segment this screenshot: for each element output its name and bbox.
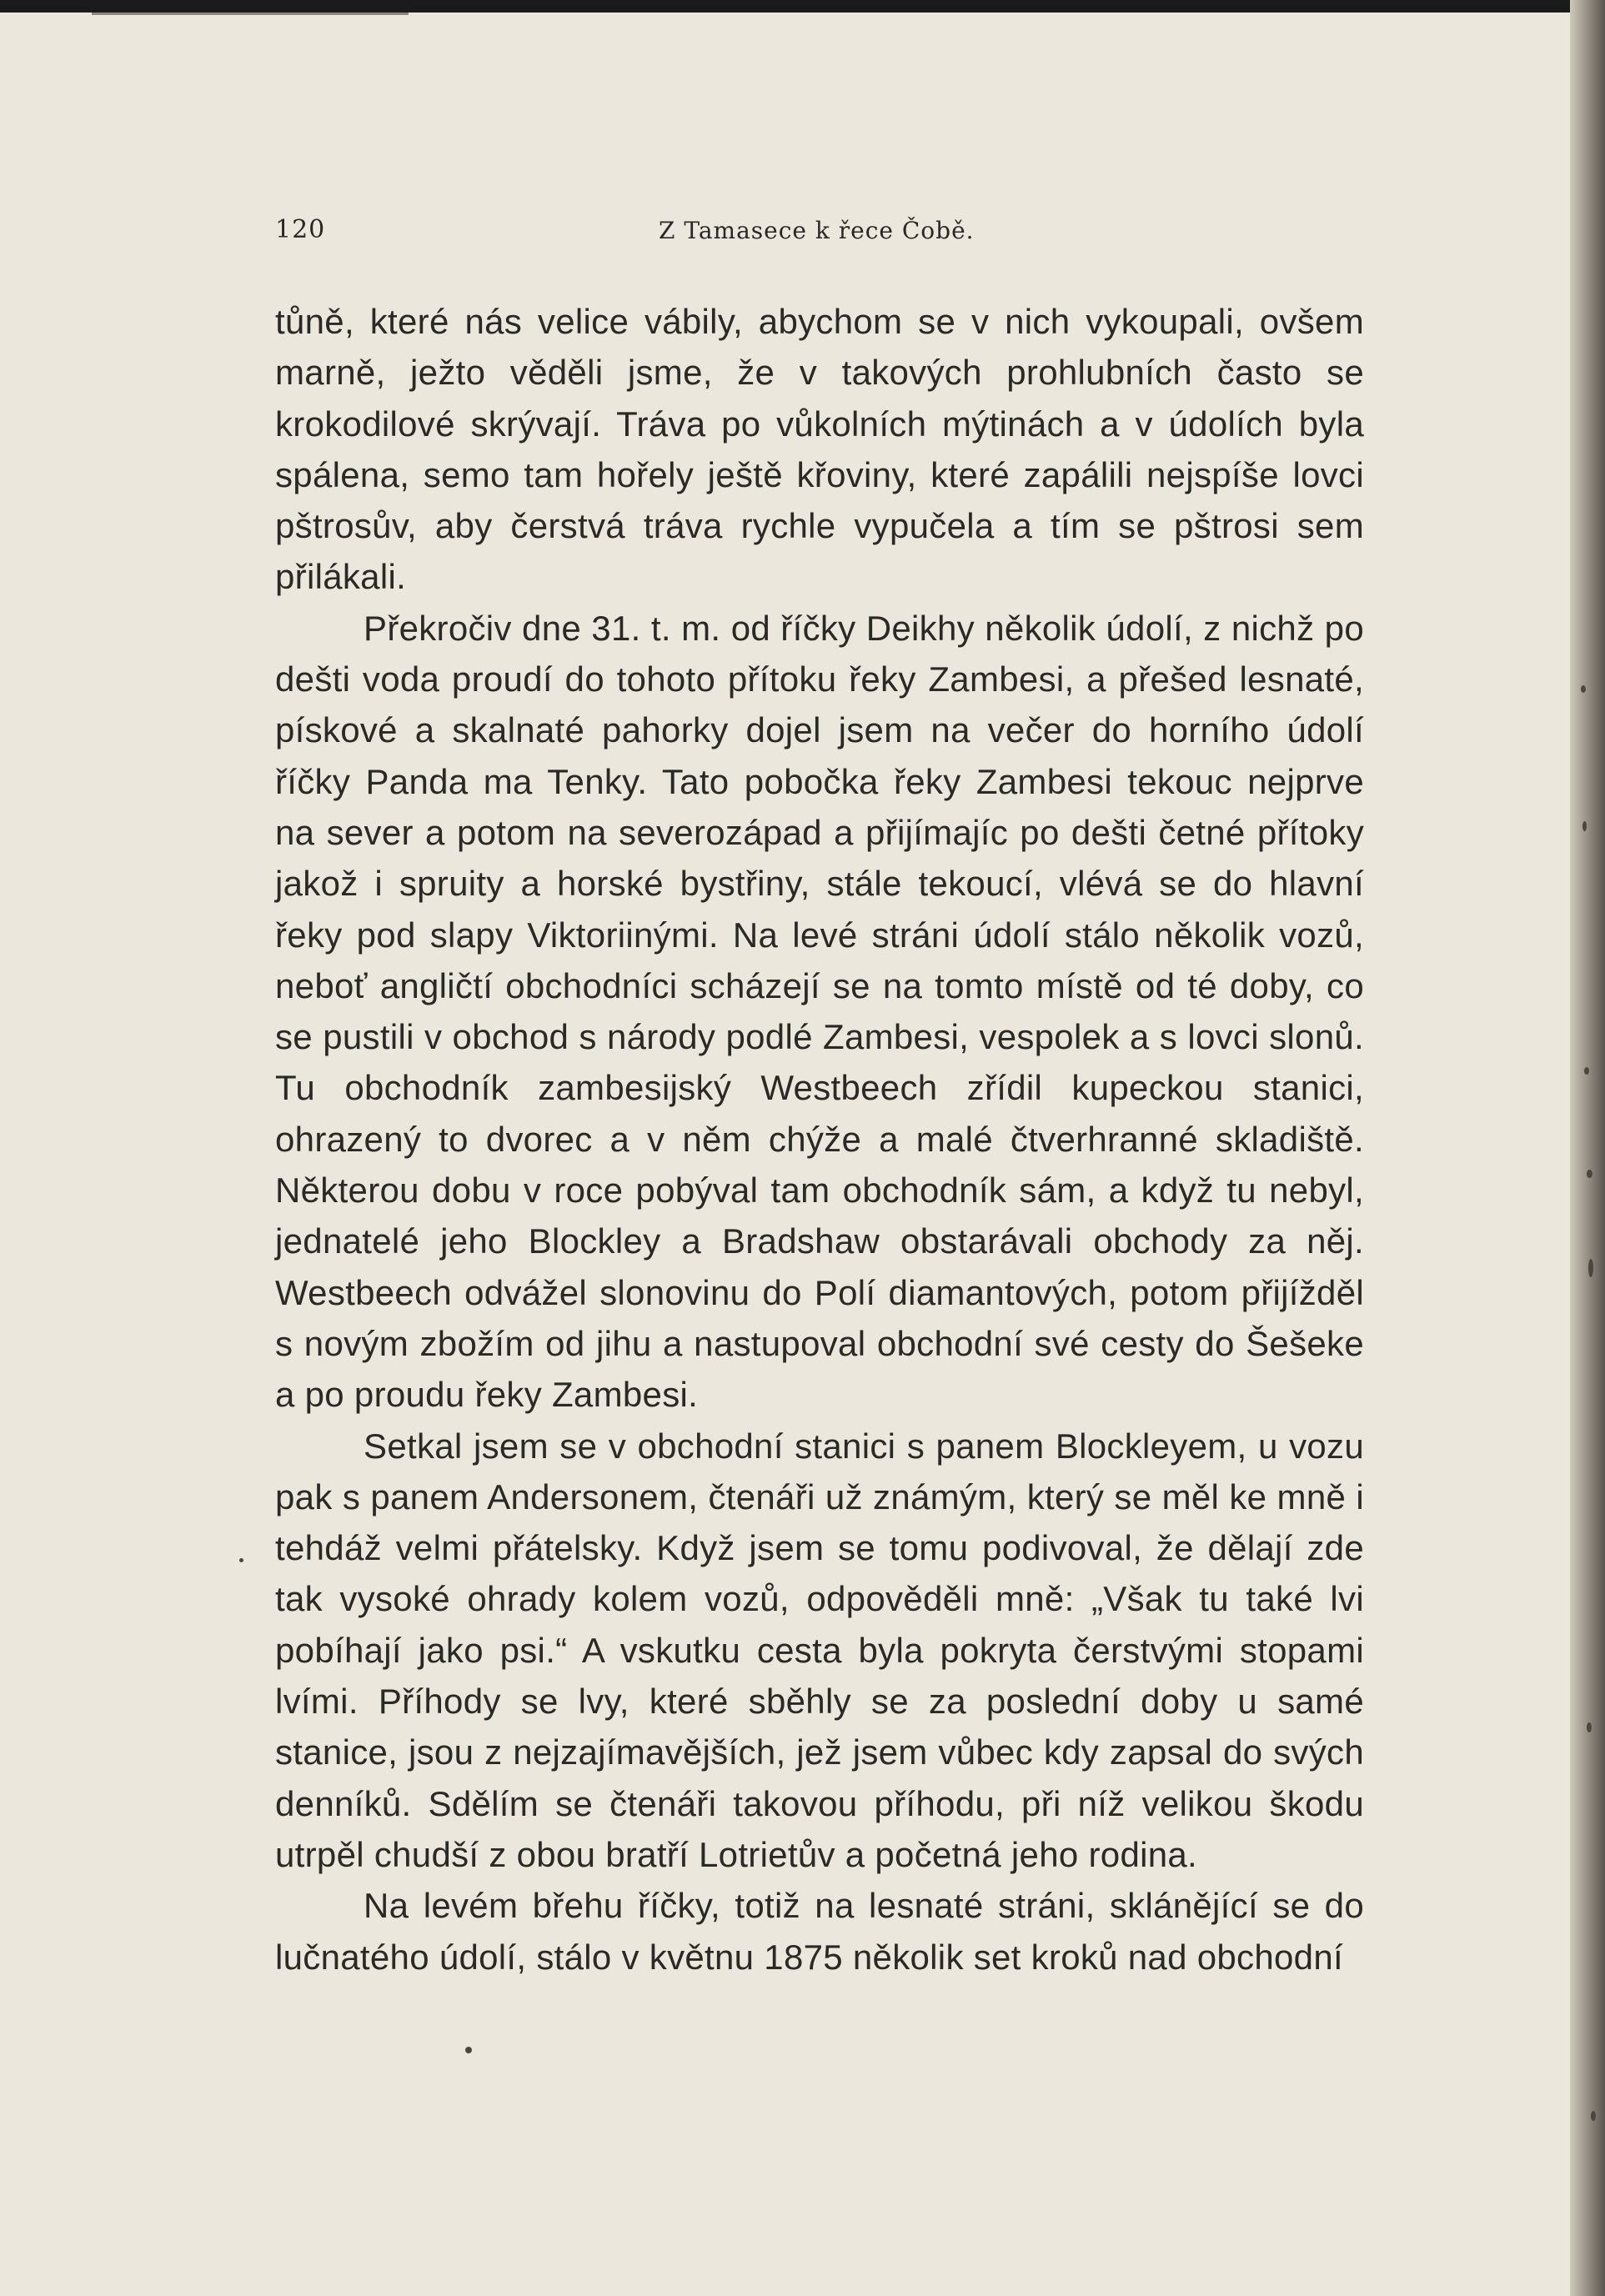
- top-edge-shadow: [0, 0, 1605, 13]
- top-edge-rule: [92, 13, 409, 15]
- page-number: 120: [275, 215, 326, 244]
- ink-speck: [1584, 1067, 1589, 1075]
- ink-speck: [1582, 821, 1587, 831]
- body-text: [275, 296, 1364, 1983]
- ink-speck: [1588, 1259, 1593, 1277]
- paragraph: tůně, které nás velice vábily, abychom se v nich vykoupali, ovšem marně, ježto věděli jsme, že v takových prohlubních často se krokodilové skrývají. Tráva po vůkolních mýtinách a v údolích byla spálena, semo tam hořely ještě křoviny, které zapálili nejspíše lovci pštrosův, aby čerstvá tráva rychle vypučela a tím se pštrosi sem přilákali.: [275, 302, 1364, 597]
- ink-speck: [1587, 1170, 1592, 1178]
- paragraph: Překročiv dne 31. t. m. od říčky Deikhy několik údolí, z nichž po dešti voda proudí do tohoto přítoku řeky Zambesi, a přešed lesnaté, pískové a skalnaté pahorky dojel jsem na večer do horního údolí říčky Panda ma Tenky. Tato pobočka řeky Zambesi tekouc nejprve na sever a potom na severozápad a přijímajíc po dešti četné přítoky jakož i spruity a horské bystřiny, stále tekoucí, vlévá se do hlavní řeky pod slapy Viktoriinými. Na levé stráni údolí stálo několik vozů, neboť angličtí obchodníci scházejí se na tomto místě od té doby, co se pustili v obchod s národy podlé Zambesi, vespolek a s lovci slonů. Tu obchodník zambesijský Westbeech zřídil kupeckou stanici, ohrazený to dvorec a v něm chýže a malé čtverhranné skladiště. Některou dobu v roce pobýval tam obchodník sám, a když tu nebyl, jednatelé jeho Blockley a Bradshaw obstarávali obchody za něj. Westbeech odvážel slonovinu do Polí diamantových, potom přijížděl s novým zbožím od jihu a nastupoval obchodní své cesty do Šešeke a po proudu řeky Zambesi.: [275, 608, 1364, 1415]
- ink-speck: [239, 1558, 243, 1562]
- page-binding-edge: [1570, 0, 1605, 2296]
- running-title: Z Tamasece k řece Čobě.: [659, 217, 975, 244]
- ink-speck: [1591, 2111, 1596, 2121]
- ink-speck: [1587, 1722, 1592, 1732]
- page-header: [275, 215, 1376, 248]
- ink-speck: [1581, 685, 1586, 693]
- paragraph: Setkal jsem se v obchodní stanici s panem Blockleyem, u vozu pak s panem Andersonem, čtenáři už známým, který se měl ke mně i tehdáž velmi přátelsky. Když jsem se tomu podivoval, že dělají zde tak vysoké ohrady kolem vozů, odpověděli mně: „Však tu také lvi pobíhají jako psi.“ A vskutku cesta byla pokryta čerstvými stopami lvími. Příhody se lvy, které sběhly se za poslední doby u samé stanice, jsou z nejzajímavějších, jež jsem vůbec kdy zapsal do svých denníků. Sdělím se čtenáři takovou příhodu, při níž velikou škodu utrpěl chudší z obou bratří Lotrietův a početná jeho rodina.: [275, 1426, 1364, 1874]
- ink-speck: [465, 2047, 472, 2053]
- paragraph: Na levém břehu říčky, totiž na lesnaté stráni, sklánějící se do lučnatého údolí, stálo v květnu 1875 několik set kroků nad obchodní: [275, 1886, 1364, 1977]
